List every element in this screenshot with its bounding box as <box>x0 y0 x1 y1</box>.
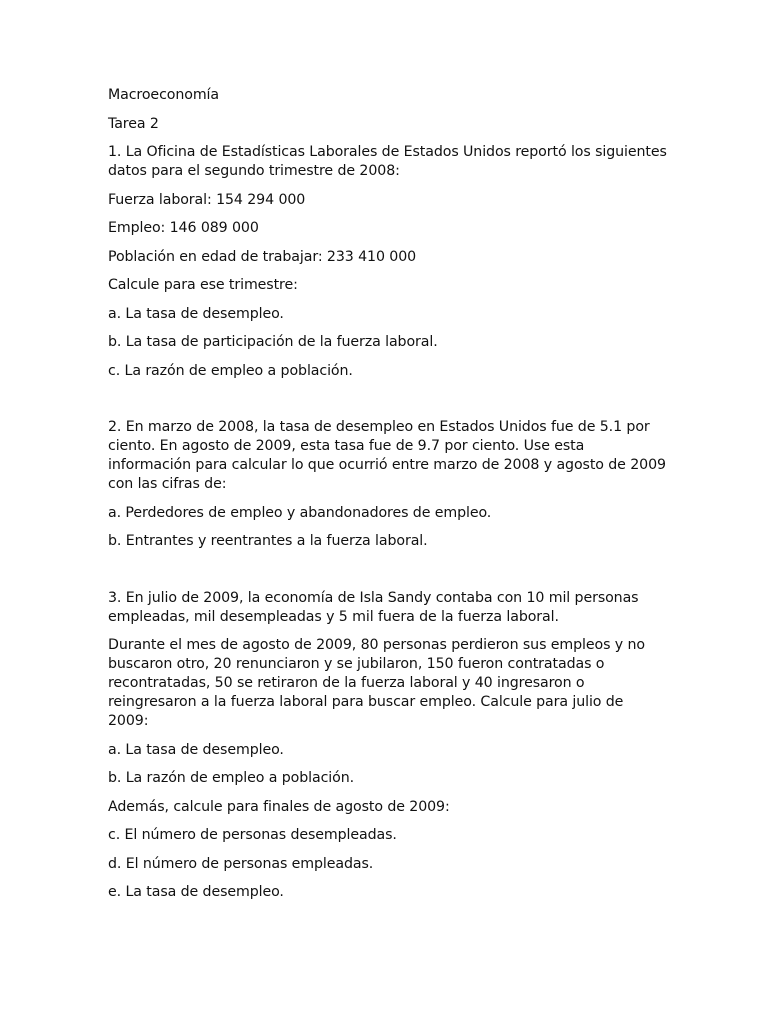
q3-item-b: b. La razón de empleo a población. <box>108 770 355 786</box>
q1-item-a: a. La tasa de desempleo. <box>108 305 284 322</box>
q3-ademas: Además, calcule para finales de agosto de 2009: <box>108 798 450 815</box>
document-subtitle: Tarea 2 <box>108 115 159 132</box>
q3-intro: 3. En julio de 2009, la economía de Isla Sandy contaba con 10 mil personas empleadas, mil desempleadas y 5 mil fuera de la fuerza laboral. <box>108 589 639 625</box>
q1-fuerza-laboral: Fuerza laboral: 154 294 000 <box>108 191 306 208</box>
q1-empleo: Empleo: 146 089 000 <box>108 220 259 236</box>
q1-item-b: b. La tasa de participación de la fuerza laboral. <box>108 334 438 350</box>
q2-item-a: a. Perdedores de empleo y abandonadores de empleo. <box>108 504 492 521</box>
section-spacer <box>108 561 668 589</box>
q3-item-d: d. El número de personas empleadas. <box>108 855 374 872</box>
q1-item-c: c. La razón de empleo a población. <box>108 362 353 379</box>
q3-durante: Durante el mes de agosto de 2009, 80 personas perdieron sus empleos y no buscaron otro, 20 renunciaron y se jubilaron, 150 fueron contratadas o recontratadas, 50 se retiraron de la fuerza laboral y 40 ingresaron o reingresaron a la fuerza laboral para buscar empleo. Calcule para julio de 2009: <box>108 637 645 729</box>
q1-calcule: Calcule para ese trimestre: <box>108 277 298 293</box>
q2-item-b: b. Entrantes y reentrantes a la fuerza laboral. <box>108 533 428 549</box>
q1-poblacion: Población en edad de trabajar: 233 410 000 <box>108 248 417 265</box>
q3-item-e: e. La tasa de desempleo. <box>108 884 284 900</box>
q2-intro: 2. En marzo de 2008, la tasa de desempleo en Estados Unidos fue de 5.1 por ciento. En agosto de 2009, esta tasa fue de 9.7 por ciento. Use esta información para calcular lo que ocurrió entre marzo de 2008 y agosto de 2009 con las cifras de: <box>108 419 666 492</box>
document-title: Macroeconomía <box>108 87 219 103</box>
document-page <box>108 86 668 912</box>
q3-item-c: c. El número de personas desempleadas. <box>108 827 397 843</box>
q1-intro: 1. La Oficina de Estadísticas Laborales de Estados Unidos reportó los siguientes datos para el segundo trimestre de 2008: <box>108 144 667 179</box>
section-spacer <box>108 390 668 418</box>
q3-item-a: a. La tasa de desempleo. <box>108 741 284 758</box>
